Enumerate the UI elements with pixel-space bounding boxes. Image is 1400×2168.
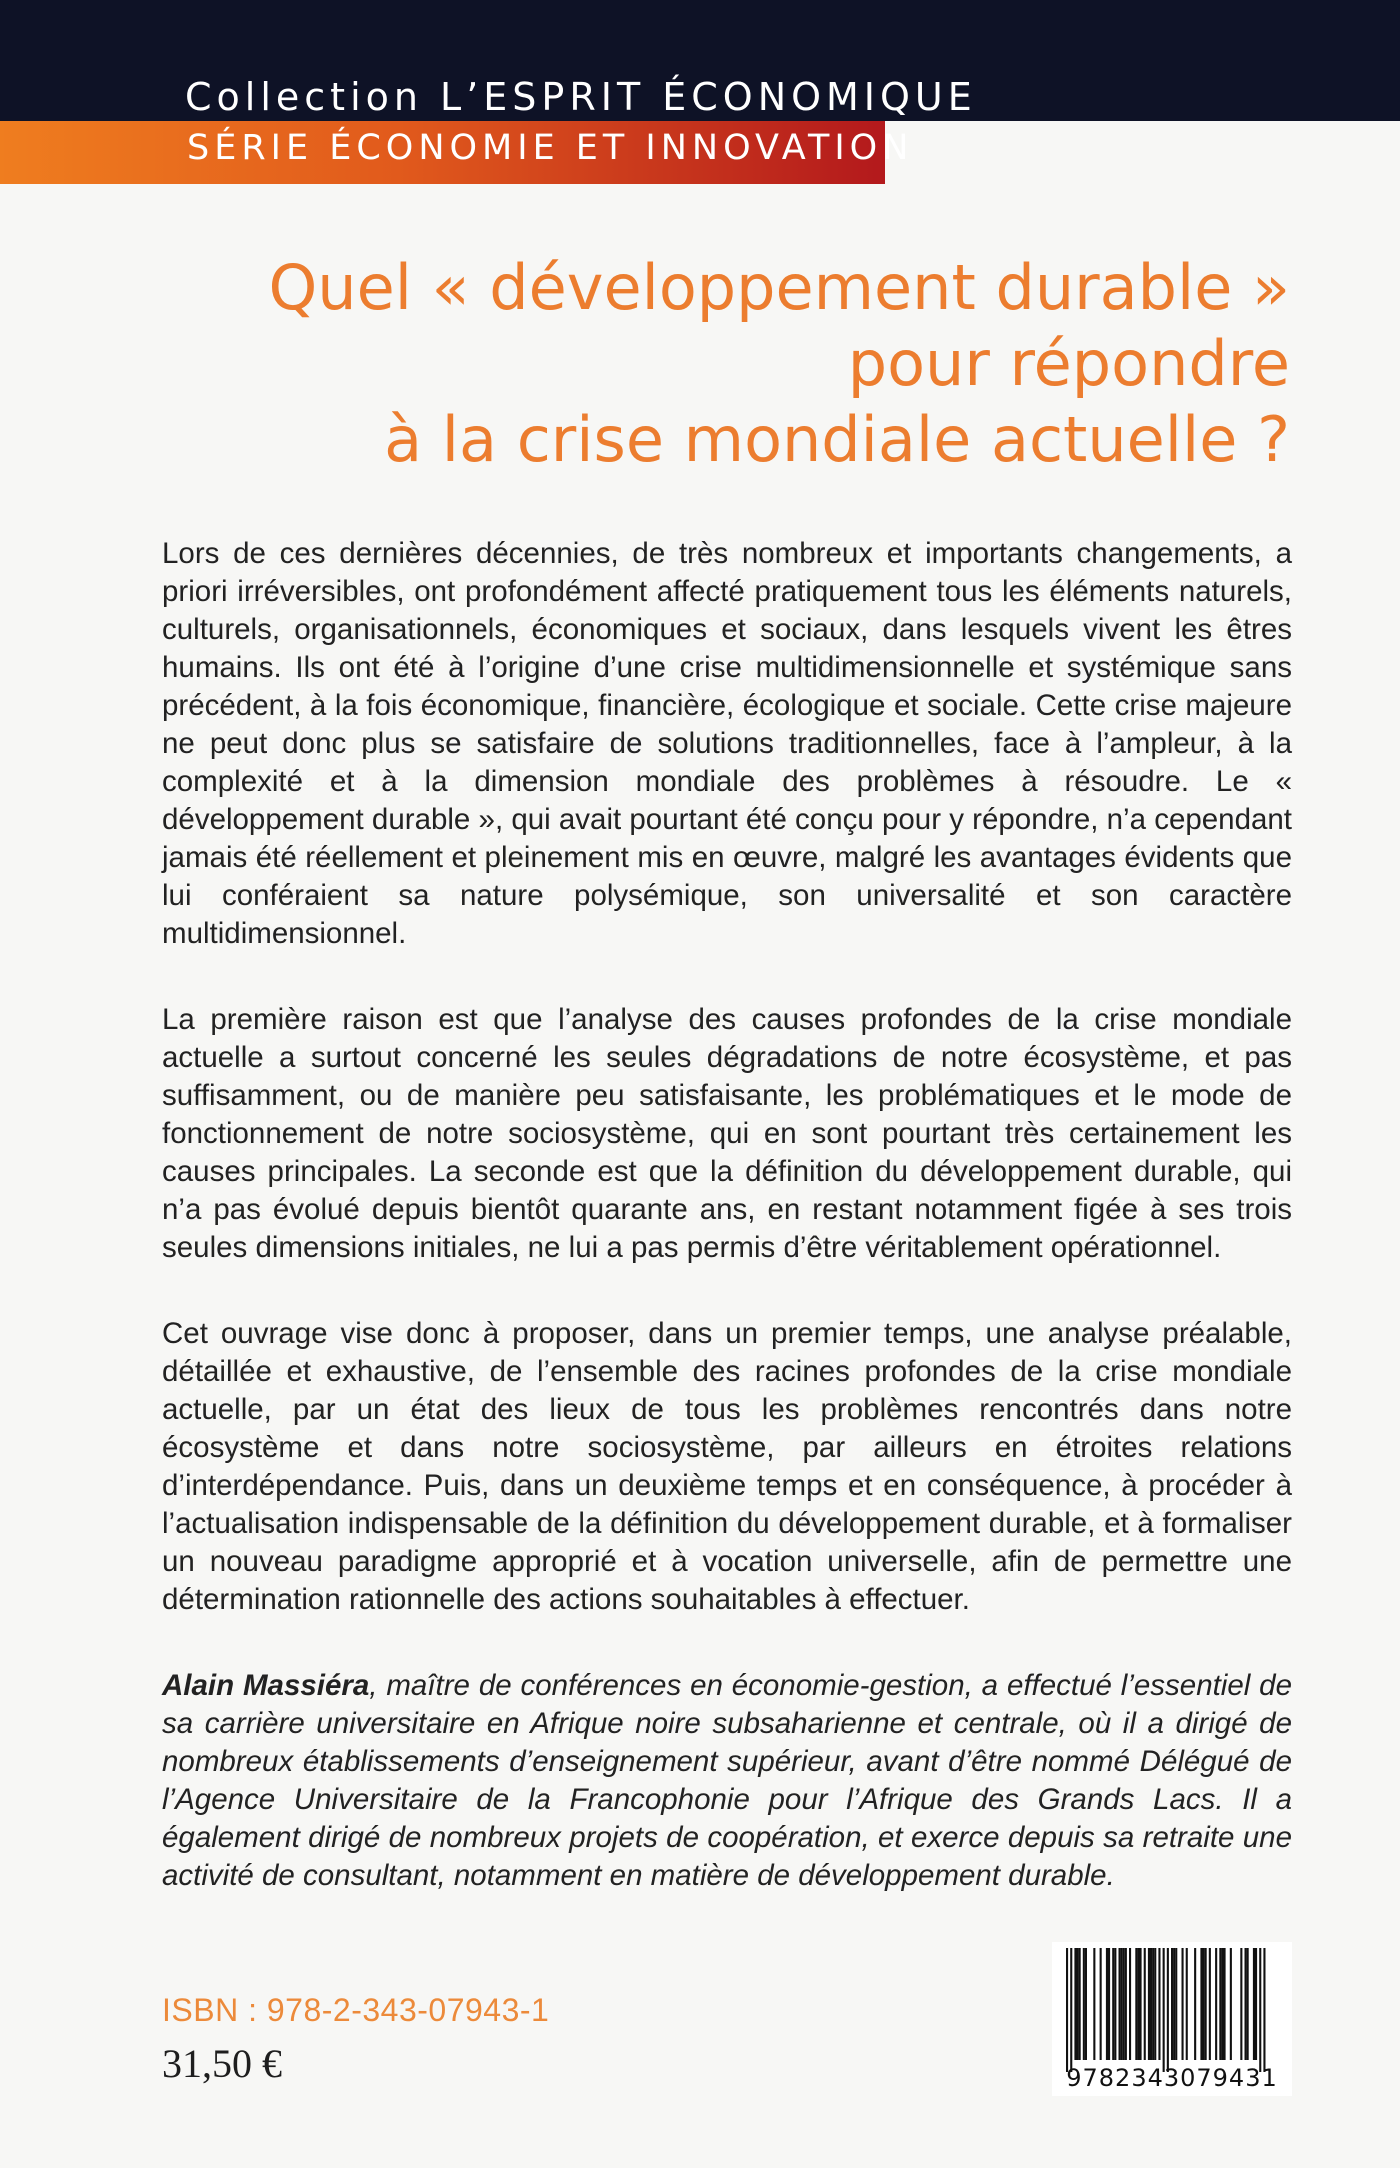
barcode-bar xyxy=(1253,1948,1255,2060)
barcode-bar xyxy=(1219,1948,1221,2060)
barcode-bar xyxy=(1148,1948,1150,2060)
barcode-bar xyxy=(1119,1948,1121,2060)
author-name: Alain Massiéra xyxy=(162,1669,370,1702)
barcode-bar xyxy=(1224,1948,1226,2060)
barcode-bar xyxy=(1150,1948,1152,2060)
barcode-bar xyxy=(1125,1948,1127,2060)
barcode-bar xyxy=(1121,1948,1123,2060)
barcode-bar xyxy=(1114,1948,1116,2060)
barcode-bar xyxy=(1106,1948,1108,2060)
barcode-bar xyxy=(1083,1948,1085,2060)
barcode-bar xyxy=(1215,1948,1217,2060)
title-line-1: Quel « développement durable » xyxy=(268,251,1290,324)
barcode-bar xyxy=(1221,1948,1223,2060)
price: 31,50 € xyxy=(162,2041,282,2086)
barcode-bar xyxy=(1205,1948,1207,2060)
barcode-bar xyxy=(1200,1948,1202,2060)
title-line-2: pour répondre xyxy=(847,327,1290,400)
barcode-bar xyxy=(1135,1948,1137,2060)
barcode-bar xyxy=(1182,1948,1184,2060)
barcode-bar xyxy=(1247,1948,1249,2060)
blurb-paragraph-2: La première raison est que l’analyse des causes profondes de la crise mondiale actuelle a surtout concerné les seules dégradations de notre écosystème, et pas suffisamment, ou de manière peu satisfaisante, les problématiques et le mode de fonctionnement de notre sociosystème, qui en sont pourtant très certainement les causes principales. La seconde est que la définition du développement durable, qui n’a pas évolué depuis bientôt quarante ans, en restant notamment figée à ses trois seules dimensions initiales, ne lui a pas permis d’être véritablement opérationnel. xyxy=(162,1003,1292,1264)
barcode-bar xyxy=(1158,1948,1160,2060)
barcode-bar xyxy=(1137,1948,1139,2060)
barcode-bar xyxy=(1175,1948,1177,2060)
barcode-bar xyxy=(1171,1948,1173,2060)
barcode-bar xyxy=(1263,1948,1265,2072)
author-bio-text: , maître de conférences en économie-gestion, a effectué l’essentiel de sa carrière universitaire en Afrique noire subsaharienne et centrale, où il a dirigé de nombreux établissements d’enseignement supérieur, avant d’être nommé Délégué de l’Agence Universitaire de la Francophonie pour l’Afrique des Grands Lacs. Il a également dirigé de nombreux projets de coopération, et exerce depuis sa retraite une activité de consultant, notamment en matière de développement durable. xyxy=(162,1669,1292,1892)
barcode xyxy=(1052,1942,1292,2096)
barcode-bar xyxy=(1093,1948,1095,2060)
barcode-bar xyxy=(1203,1948,1205,2060)
barcode-bar xyxy=(1100,1948,1102,2060)
isbn: ISBN : 978-2-343-07943-1 xyxy=(162,1992,550,2028)
barcode-bar xyxy=(1245,1948,1247,2060)
barcode-bar xyxy=(1077,1948,1079,2060)
barcode-bar xyxy=(1259,1948,1261,2072)
barcode-bar xyxy=(1112,1948,1114,2060)
title-line-3: à la crise mondiale actuelle ? xyxy=(384,403,1290,476)
barcode-bar xyxy=(1108,1948,1110,2060)
barcode-bar xyxy=(1209,1948,1211,2060)
barcode-bar xyxy=(1074,1948,1076,2060)
barcode-bar xyxy=(1255,1948,1257,2060)
barcode-digits: 9782343079431 xyxy=(1066,2064,1278,2092)
barcode-bar xyxy=(1123,1948,1125,2060)
back-cover-blurb xyxy=(162,535,1292,1943)
barcode-bar xyxy=(1154,1948,1156,2060)
barcode-bar xyxy=(1163,1948,1165,2072)
collection-name: Collection L’ESPRIT ÉCONOMIQUE xyxy=(185,75,977,119)
barcode-bar xyxy=(1129,1948,1131,2060)
barcode-bar xyxy=(1140,1948,1142,2060)
barcode-bar xyxy=(1167,1948,1169,2072)
blurb-paragraph-3: Cet ouvrage vise donc à proposer, dans un premier temps, une analyse préalable, détaillée et exhaustive, de l’ensemble des racines profondes de la crise mondiale actuelle, par un état des lieux de tous les problèmes rencontrés dans notre écosystème et dans notre sociosystème, par ailleurs en étroites relations d’interdépendance. Puis, dans un deuxième temps et en conséquence, à procéder à l’actualisation indispensable de la définition du développement durable, et à formaliser un nouveau paradigme approprié et à vocation universelle, afin de permettre une détermination rationnelle des actions souhaitables à effectuer. xyxy=(162,1317,1292,1616)
barcode-bar xyxy=(1240,1948,1242,2060)
barcode-bar xyxy=(1173,1948,1175,2060)
series-name: SÉRIE ÉCONOMIE ET INNOVATION xyxy=(187,128,914,168)
barcode-bar xyxy=(1079,1948,1081,2060)
barcode-bar xyxy=(1186,1948,1188,2060)
book-title xyxy=(140,250,1290,478)
barcode-bar xyxy=(1144,1948,1146,2060)
barcode-bar xyxy=(1194,1948,1196,2060)
barcode-bar xyxy=(1230,1948,1232,2060)
blurb-paragraph-1: Lors de ces dernières décennies, de très nombreux et importants changements, a priori irréversibles, ont profondément affecté pratiquement tous les éléments naturels, culturels, organisationnels, économiques et sociaux, dans lesquels vivent les êtres humains. Ils ont été à l’origine d’une crise multidimensionnelle et systémique sans précédent, à la fois économique, financière, écologique et sociale. Cette crise majeure ne peut donc plus se satisfaire de solutions traditionnelles, face à l’ampleur, à la complexité et à la dimension mondiale des problèmes à résoudre. Le « développement durable », qui avait pourtant été conçu pour y répondre, n’a cependant jamais été réellement et pleinement mis en œuvre, malgré les avantages évidents que lui conféraient sa nature polysémique, son universalité et son caractère multidimensionnel. xyxy=(162,537,1292,950)
barcode-bar xyxy=(1066,1948,1068,2072)
barcode-bar xyxy=(1070,1948,1072,2072)
barcode-bar xyxy=(1085,1948,1087,2060)
barcode-bar xyxy=(1152,1948,1154,2060)
author-bio xyxy=(162,1667,1292,1895)
